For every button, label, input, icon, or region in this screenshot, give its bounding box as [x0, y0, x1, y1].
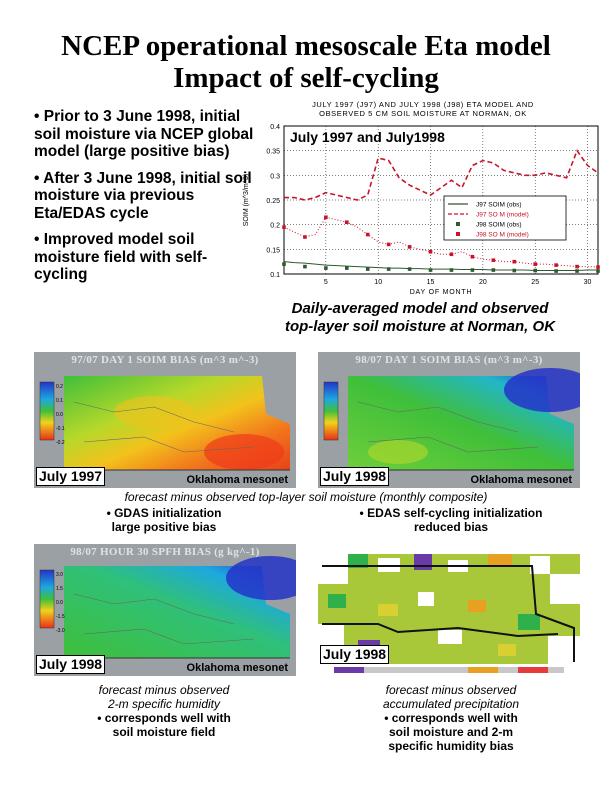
scale-tick: 3.0 — [56, 572, 63, 578]
scale-tick: 0.0 — [56, 600, 63, 606]
chart-header — [258, 100, 588, 118]
map-label: July 1998 — [320, 645, 389, 664]
map-title: 98/07 HOUR 30 SPFH BIAS (g kg^-1) — [70, 546, 260, 558]
x-tick-label: 15 — [426, 279, 435, 286]
y-tick-label: 0.15 — [266, 247, 280, 255]
scale-tick: 0.2 — [56, 384, 63, 390]
map-label: July 1997 — [36, 467, 105, 486]
y-axis-label: SOIM (m^3/m^3) — [243, 173, 250, 227]
legend-entry: J98 SOIM (obs) — [476, 221, 522, 229]
data-point — [282, 225, 286, 229]
title-line-2: Impact of self-cycling — [173, 62, 439, 94]
title-line-1: NCEP operational mesoscale Eta model — [61, 30, 551, 62]
caption-line: soil moisture field — [112, 725, 216, 739]
data-point — [408, 267, 412, 271]
map-title: 97/07 DAY 1 SOIM BIAS (m^3 m^-3) — [71, 354, 259, 366]
scale-tick: -3.0 — [56, 628, 65, 634]
map-color-scale — [56, 380, 65, 450]
data-point — [596, 269, 600, 273]
legend-entry: J98 SO M (model) — [476, 231, 529, 239]
map-credit: Oklahoma mesonet — [470, 474, 572, 486]
x-tick-label: 20 — [478, 279, 487, 286]
chart-caption — [250, 300, 590, 336]
map-title: 98/07 DAY 1 SOIM BIAS (m^3 m^-3) — [355, 354, 543, 366]
map-label: July 1998 — [36, 655, 105, 674]
data-point — [387, 267, 391, 271]
data-point — [345, 266, 349, 270]
chart-title: July 1997 and July1998 — [290, 129, 445, 145]
map-credit: Oklahoma mesonet — [186, 474, 288, 486]
caption-line: forecast minus observed — [385, 683, 517, 697]
y-tick-label: 0.2 — [270, 222, 280, 230]
data-point — [366, 233, 370, 237]
map-label: July 1998 — [320, 467, 389, 486]
scale-tick: -0.2 — [56, 440, 65, 446]
legend-swatch — [456, 232, 460, 236]
x-axis-label: DAY OF MONTH — [409, 289, 473, 296]
chart-caption-line-1: Daily-averaged model and observed — [291, 300, 549, 317]
data-point — [345, 220, 349, 224]
data-point — [429, 250, 433, 254]
data-point — [450, 268, 454, 272]
left-note-line-2: large positive bias — [111, 520, 217, 534]
bullet-item: • Improved model soil moisture field with self-cycling — [34, 231, 208, 283]
caption-line: • corresponds well with — [384, 711, 518, 725]
scale-tick: 0.0 — [56, 412, 63, 418]
bottom-right-caption — [320, 683, 582, 753]
caption-line: • corresponds well with — [97, 711, 231, 725]
map-spfh-bias-1998 — [34, 544, 296, 676]
data-point — [575, 269, 579, 273]
map-soim-bias-1997 — [34, 352, 296, 488]
data-point — [408, 245, 412, 249]
data-point — [512, 260, 516, 264]
y-tick-label: 0.3 — [270, 173, 280, 181]
data-point — [303, 235, 307, 239]
x-tick-label: 10 — [374, 279, 383, 286]
data-point — [450, 252, 454, 256]
bullet-item: • Prior to 3 June 1998, initial soil moisture via NCEP global model (large positive bias) — [34, 108, 254, 160]
caption-line: specific humidity bias — [388, 739, 514, 753]
caption-line: accumulated precipitation — [382, 697, 520, 711]
scale-tick: 0.1 — [56, 398, 63, 404]
data-point — [596, 265, 600, 269]
data-point — [471, 268, 475, 272]
bullet-item: • After 3 June 1998, initial soil moisture via previous Eta/EDAS cycle — [34, 169, 252, 222]
data-point — [366, 267, 370, 271]
legend-swatch — [456, 222, 460, 226]
map-soim-bias-1998 — [318, 352, 580, 488]
caption-line: 2-m specific humidity — [107, 697, 221, 711]
data-point — [533, 262, 537, 266]
y-tick-label: 0.35 — [266, 148, 280, 156]
data-point — [492, 268, 496, 272]
data-point — [575, 265, 579, 269]
data-point — [512, 269, 516, 273]
data-point — [554, 263, 558, 267]
left-note-line-1: • GDAS initialization — [106, 506, 222, 520]
chart-caption-line-2: top-layer soil moisture at Norman, OK — [284, 318, 556, 335]
bullet-list — [34, 108, 256, 293]
mid-caption: forecast minus observed top-layer soil moisture (monthly composite) — [124, 490, 488, 504]
map-credit: Oklahoma mesonet — [186, 662, 288, 674]
data-point — [387, 243, 391, 247]
data-point — [303, 265, 307, 269]
scale-tick: -1.5 — [56, 614, 65, 620]
data-point — [533, 269, 537, 273]
legend-entry: J97 SO M (model) — [476, 211, 529, 219]
legend-entry: J97 SOIM (obs) — [476, 201, 522, 209]
caption-line: forecast minus observed — [98, 683, 230, 697]
x-tick-label: 30 — [583, 279, 592, 286]
x-tick-label: 5 — [323, 279, 328, 286]
bottom-left-caption — [40, 683, 288, 739]
y-tick-label: 0.4 — [270, 124, 280, 131]
data-point — [492, 258, 496, 262]
left-note — [40, 506, 288, 534]
right-note — [320, 506, 582, 534]
scale-tick: 1.5 — [56, 586, 63, 592]
data-point — [471, 255, 475, 259]
data-point — [429, 268, 433, 272]
data-point — [324, 215, 328, 219]
map-precip-bias-1998 — [318, 544, 580, 676]
right-note-line-2: reduced bias — [413, 520, 489, 534]
data-point — [554, 269, 558, 273]
data-point — [324, 266, 328, 270]
y-tick-label: 0.1 — [270, 272, 280, 279]
x-tick-label: 25 — [531, 279, 540, 286]
chart-header-line-2: OBSERVED 5 CM SOIL MOISTURE AT NORMAN, OK — [319, 109, 527, 118]
y-tick-label: 0.25 — [266, 198, 280, 205]
chart-header-line-1: JULY 1997 (J97) AND JULY 1998 (J98) ETA MODEL AND — [312, 100, 534, 109]
data-point — [282, 262, 286, 266]
poster-title — [0, 30, 612, 94]
right-note-line-1: • EDAS self-cycling initialization — [359, 506, 543, 520]
map-color-scale — [56, 568, 65, 638]
caption-line: soil moisture and 2-m — [388, 725, 514, 739]
soil-moisture-chart — [236, 118, 602, 298]
scale-tick: -0.1 — [56, 426, 65, 432]
